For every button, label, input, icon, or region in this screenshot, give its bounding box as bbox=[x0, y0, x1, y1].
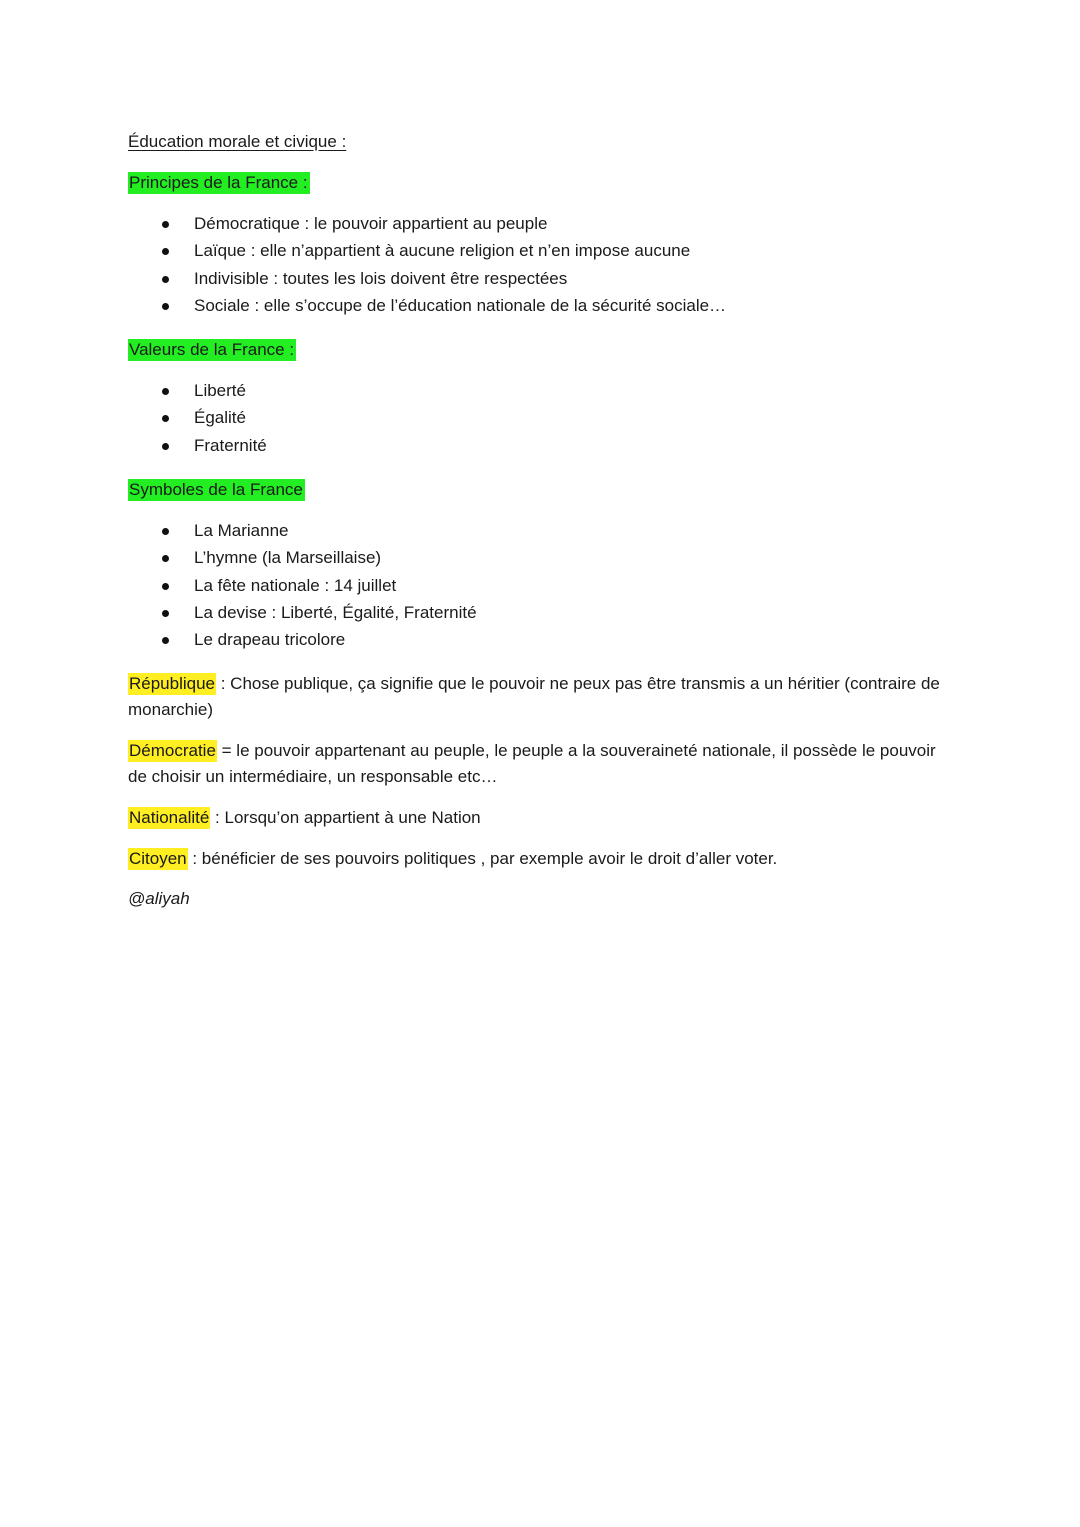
principes-list bbox=[128, 212, 948, 321]
list-item: La fête nationale : 14 juillet bbox=[128, 574, 948, 601]
symboles-list bbox=[128, 519, 948, 655]
definition-republique bbox=[128, 671, 948, 723]
list-item: La devise : Liberté, Égalité, Fraternité bbox=[128, 601, 948, 628]
definition-nationalite bbox=[128, 805, 948, 831]
list-item: Indivisible : toutes les lois doivent être respectées bbox=[128, 267, 948, 294]
list-item: Le drapeau tricolore bbox=[128, 628, 948, 655]
section-heading-symboles bbox=[128, 478, 948, 502]
definition-text: : Chose publique, ça signifie que le pouvoir ne peux pas être transmis a un héritier (contraire de monarchie) bbox=[128, 673, 940, 719]
definition-term: Nationalité bbox=[129, 807, 210, 827]
list-item: Démocratique : le pouvoir appartient au peuple bbox=[128, 212, 948, 239]
definition-term: Démocratie bbox=[129, 740, 216, 760]
list-item: Sociale : elle s’occupe de l’éducation nationale de la sécurité sociale… bbox=[128, 294, 948, 321]
heading-highlight: Principes de la France : bbox=[129, 173, 308, 192]
valeurs-list bbox=[128, 379, 948, 461]
list-item: Laïque : elle n’appartient à aucune religion et n’en impose aucune bbox=[128, 239, 948, 266]
definition-citoyen bbox=[128, 846, 948, 872]
list-item: Liberté bbox=[128, 379, 948, 406]
definition-democratie bbox=[128, 738, 948, 790]
list-item: L’hymne (la Marseillaise) bbox=[128, 546, 948, 573]
definition-text: : bénéficier de ses pouvoirs politiques , par exemple avoir le droit d’aller voter. bbox=[187, 848, 778, 868]
list-item: Fraternité bbox=[128, 434, 948, 461]
heading-highlight: Valeurs de la France : bbox=[129, 340, 295, 360]
section-heading-principes bbox=[128, 171, 948, 195]
document-title: Éducation morale et civique : bbox=[128, 132, 347, 151]
document-title-row bbox=[128, 130, 948, 154]
section-heading-valeurs bbox=[128, 338, 948, 362]
definition-term: République bbox=[129, 673, 216, 693]
document-page bbox=[128, 130, 948, 912]
heading-highlight: Symboles de la France bbox=[129, 480, 303, 500]
list-item: La Marianne bbox=[128, 519, 948, 546]
author-signature: @aliyah bbox=[128, 888, 190, 908]
definition-text: = le pouvoir appartenant au peuple, le peuple a la souveraineté nationale, il possède le pouvoir de choisir un intermédiaire, un responsable etc… bbox=[128, 740, 936, 786]
definition-text: : Lorsqu’on appartient à une Nation bbox=[210, 807, 481, 827]
definition-term: Citoyen bbox=[129, 848, 187, 868]
list-item: Égalité bbox=[128, 406, 948, 433]
